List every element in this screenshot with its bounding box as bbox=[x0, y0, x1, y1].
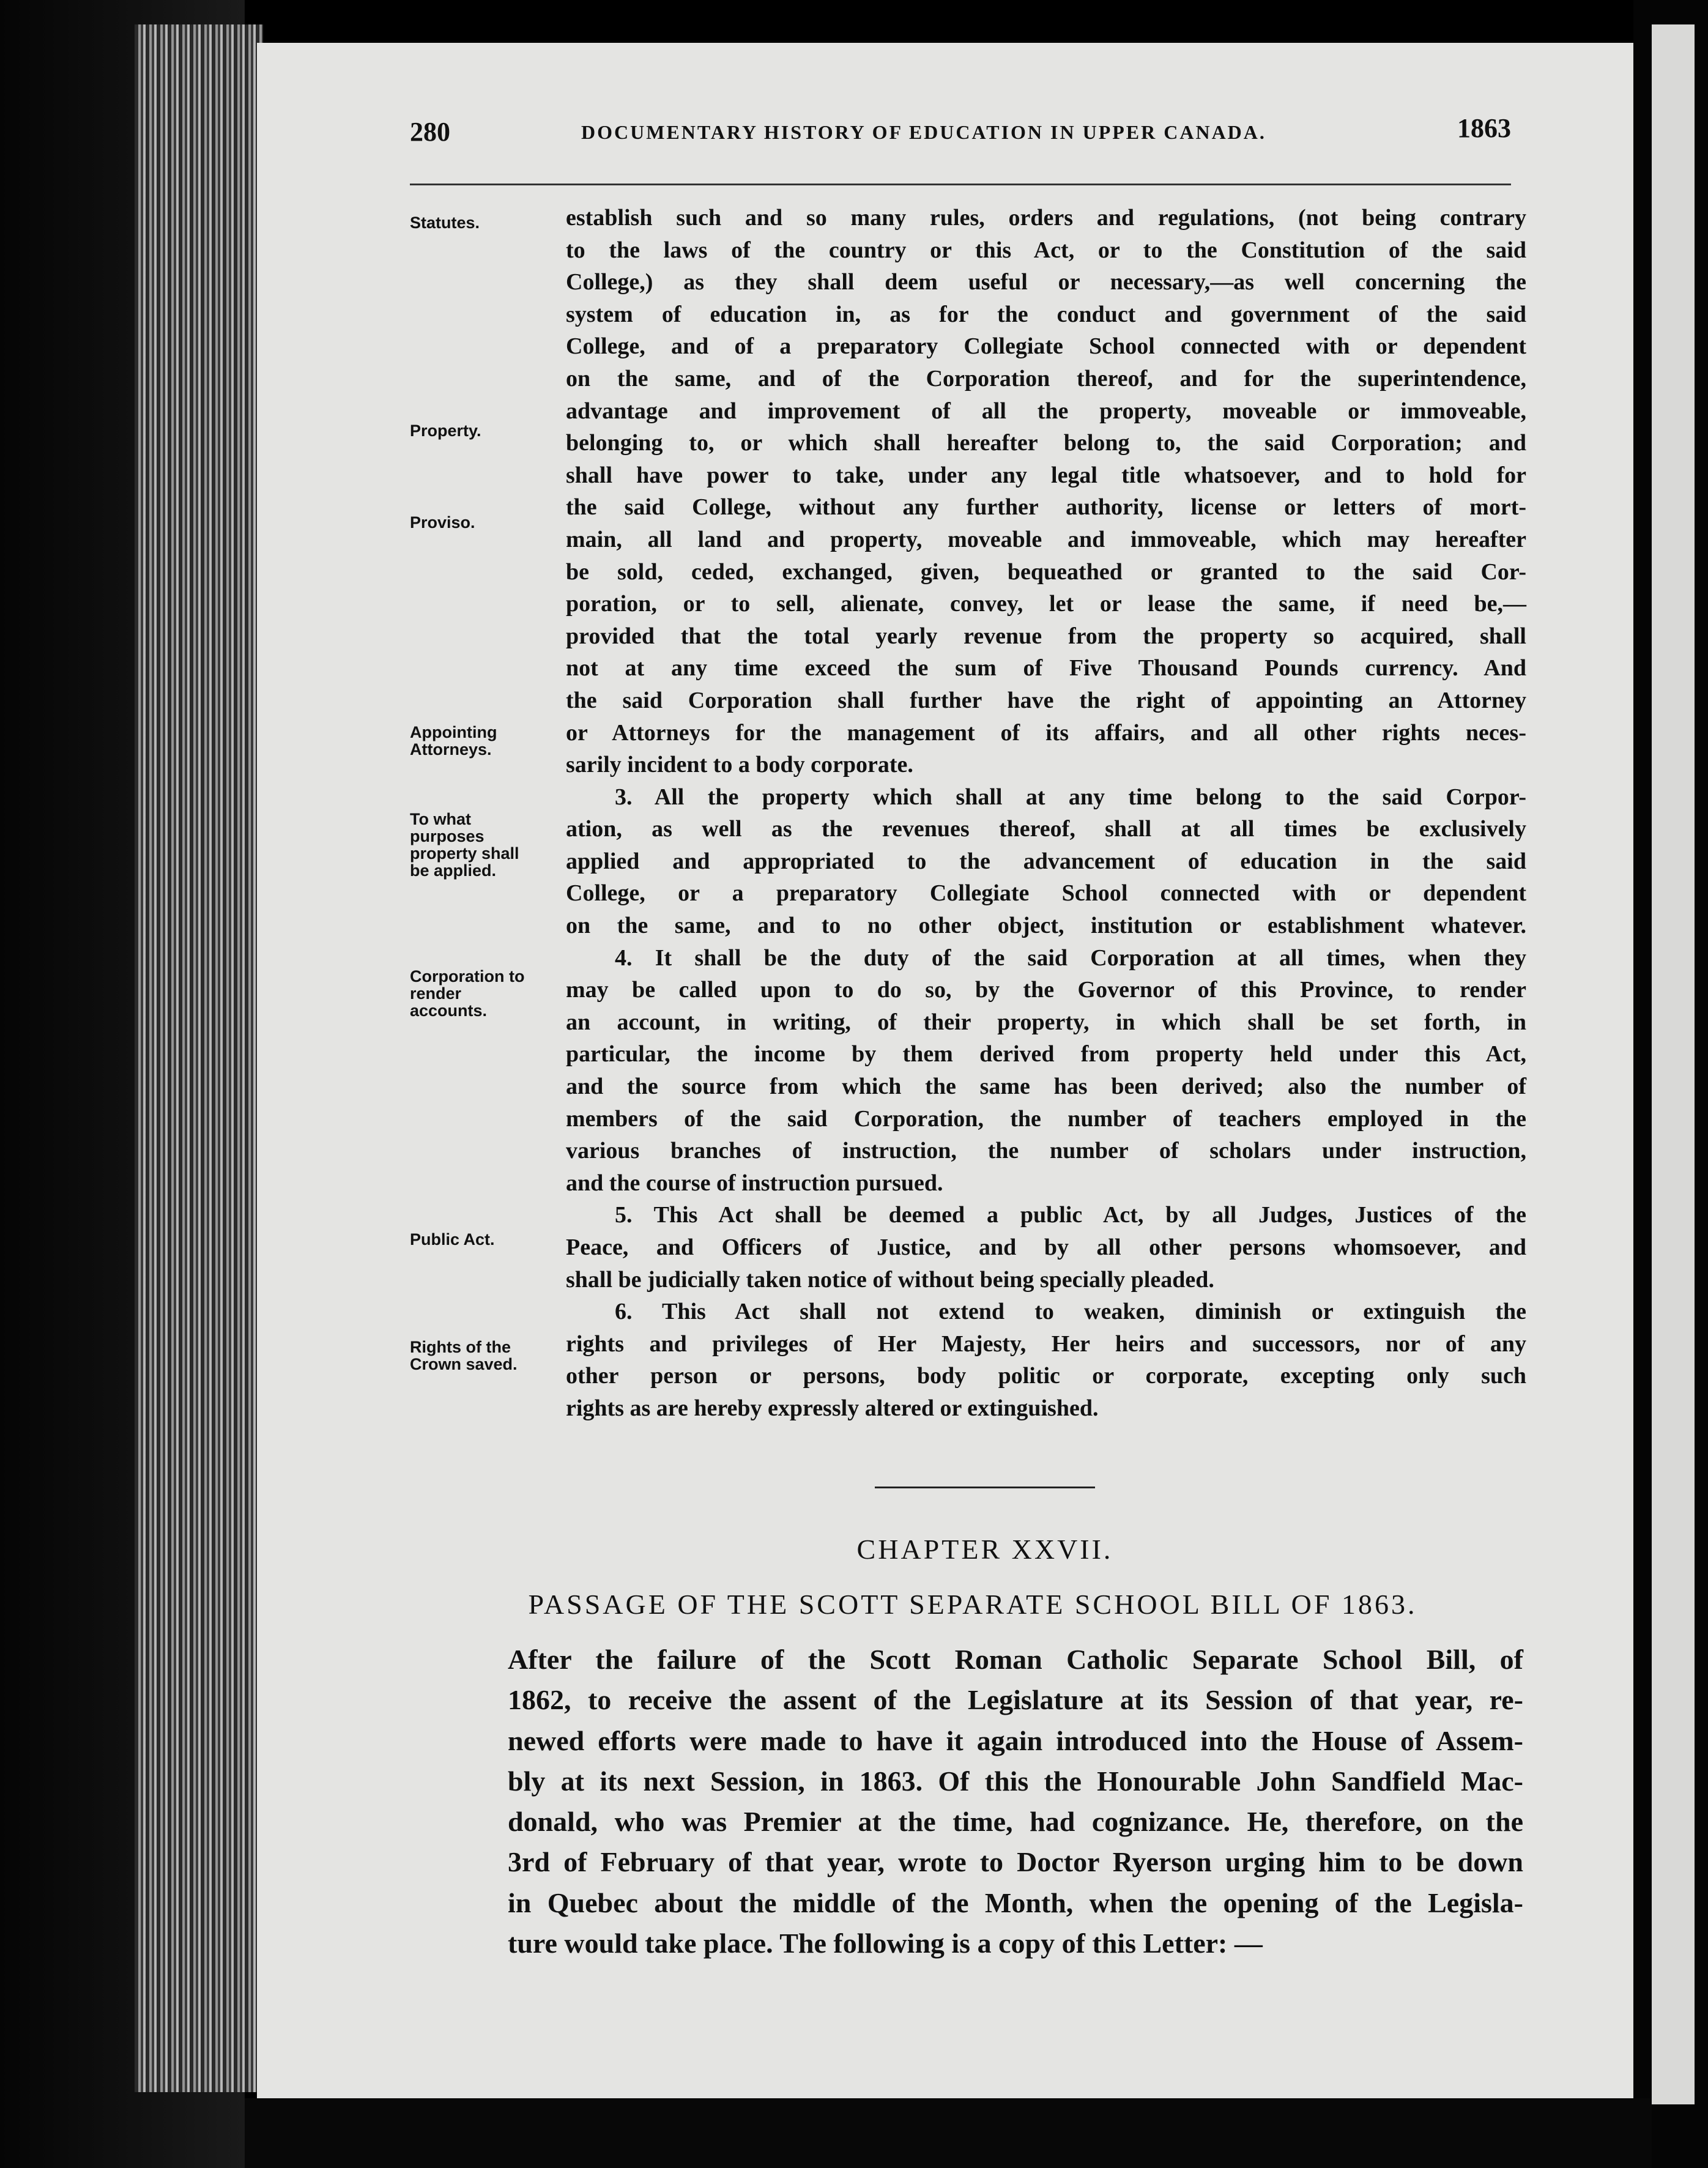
intro-line: ture would take place. The following is a copy of this Letter: — bbox=[508, 1928, 1263, 1959]
margin-note-public-act: Public Act. bbox=[410, 1230, 495, 1249]
body-line: or Attorneys for the management of its affairs, and all other rights neces- bbox=[566, 719, 1526, 746]
body-line: Peace, and Officers of Justice, and by all other persons whomsoever, and bbox=[566, 1234, 1526, 1260]
header-rule bbox=[410, 184, 1511, 185]
body-line: on the same, and to no other object, institution or establishment whatever. bbox=[566, 913, 1526, 939]
body-line: sarily incident to a body corporate. bbox=[566, 752, 913, 778]
intro-line: newed efforts were made to have it again introduced into the House of Assem- bbox=[508, 1724, 1523, 1756]
chapter-title: CHAPTER XXVII. bbox=[856, 1534, 1113, 1565]
margin-note-corporation-accounts: Corporation to render accounts. bbox=[410, 967, 525, 1020]
margin-note-appointing-attorneys: Appointing Attorneys. bbox=[410, 723, 497, 759]
chapter-subtitle: PASSAGE OF THE SCOTT SEPARATE SCHOOL BILL OF 1863. bbox=[528, 1589, 1417, 1620]
body-line: on the same, and of the Corporation thereof, and for the superintendence, bbox=[566, 365, 1526, 392]
body-line: 4. It shall be the duty of the said Corporation at all times, when they bbox=[615, 945, 1526, 971]
section-divider bbox=[875, 1487, 1095, 1488]
body-line: main, all land and property, moveable and immoveable, which may hereafter bbox=[566, 526, 1526, 552]
body-line: rights and privileges of Her Majesty, Her heirs and successors, nor of any bbox=[566, 1331, 1526, 1357]
adjacent-page-edge bbox=[1652, 24, 1695, 2104]
intro-line: bly at its next Session, in 1863. Of this the Honourable John Sandfield Mac- bbox=[508, 1765, 1523, 1797]
body-line: provided that the total yearly revenue from the property so acquired, shall bbox=[566, 623, 1526, 649]
intro-line: in Quebec about the middle of the Month, when the opening of the Legisla- bbox=[508, 1887, 1523, 1918]
body-line: College,) as they shall deem useful or necessary,—as well concerning the bbox=[566, 269, 1526, 295]
body-line: 3. All the property which shall at any time belong to the said Corpor- bbox=[615, 784, 1526, 810]
body-line: shall have power to take, under any legal title whatsoever, and to hold for bbox=[566, 462, 1526, 488]
body-line: an account, in writing, of their property, in which shall be set forth, in bbox=[566, 1009, 1526, 1035]
body-line: the said College, without any further authority, license or letters of mort- bbox=[566, 494, 1526, 521]
intro-line: 3rd of February of that year, wrote to Doctor Ryerson urging him to be down bbox=[508, 1846, 1523, 1878]
margin-note-statutes: Statutes. bbox=[410, 213, 480, 232]
body-line: applied and appropriated to the advancement of education in the said bbox=[566, 848, 1526, 874]
running-title: DOCUMENTARY HISTORY OF EDUCATION IN UPPER CANADA. bbox=[581, 121, 1266, 143]
body-line: to the laws of the country or this Act, or to the Constitution of the said bbox=[566, 237, 1526, 263]
body-line: be sold, ceded, exchanged, given, bequeathed or granted to the said Cor- bbox=[566, 559, 1526, 585]
body-line: shall be judicially taken notice of without being specially pleaded. bbox=[566, 1266, 1214, 1293]
body-line: poration, or to sell, alienate, convey, let or lease the same, if need be,— bbox=[566, 591, 1526, 617]
body-line: ation, as well as the revenues thereof, shall at all times be exclusively bbox=[566, 816, 1526, 842]
scan-background-bottom bbox=[245, 2098, 1652, 2168]
body-line: particular, the income by them derived from property held under this Act, bbox=[566, 1041, 1526, 1067]
margin-note-property: Property. bbox=[410, 421, 481, 440]
body-line: College, or a preparatory Collegiate School connected with or dependent bbox=[566, 880, 1526, 907]
body-line: various branches of instruction, the number of scholars under instruction, bbox=[566, 1138, 1526, 1164]
body-text bbox=[566, 202, 1526, 1425]
margin-note-property-purposes: To what purposes property shall be applied. bbox=[410, 810, 519, 880]
body-line: system of education in, as for the conduct and government of the said bbox=[566, 301, 1526, 327]
body-line: 6. This Act shall not extend to weaken, diminish or extinguish the bbox=[615, 1299, 1526, 1325]
body-line: not at any time exceed the sum of Five Thousand Pounds currency. And bbox=[566, 655, 1526, 681]
book-page-edges bbox=[135, 24, 263, 2092]
intro-line: After the failure of the Scott Roman Catholic Separate School Bill, of bbox=[508, 1644, 1523, 1675]
margin-note-crown-rights: Rights of the Crown saved. bbox=[410, 1338, 518, 1373]
body-line: establish such and so many rules, orders and regulations, (not being contrary bbox=[566, 205, 1526, 231]
body-line: rights as are hereby expressly altered or extinguished. bbox=[566, 1395, 1099, 1421]
margin-note-proviso: Proviso. bbox=[410, 513, 475, 532]
body-line: may be called upon to do so, by the Governor of this Province, to render bbox=[566, 977, 1526, 1003]
chapter-intro-text bbox=[508, 1639, 1523, 1964]
header-year: 1863 bbox=[1457, 113, 1511, 143]
body-line: College, and of a preparatory Collegiate School connected with or dependent bbox=[566, 333, 1526, 360]
body-line: members of the said Corporation, the number of teachers employed in the bbox=[566, 1105, 1526, 1132]
page-header bbox=[410, 113, 1511, 153]
body-line: and the source from which the same has been derived; also the number of bbox=[566, 1074, 1526, 1100]
body-line: 5. This Act shall be deemed a public Act, by all Judges, Justices of the bbox=[615, 1202, 1526, 1228]
intro-line: 1862, to receive the assent of the Legislature at its Session of that year, re- bbox=[508, 1684, 1523, 1716]
body-line: the said Corporation shall further have the right of appointing an Attorney bbox=[566, 687, 1526, 713]
body-line: advantage and improvement of all the property, moveable or immoveable, bbox=[566, 398, 1526, 424]
body-line: belonging to, or which shall hereafter belong to, the said Corporation; and bbox=[566, 430, 1526, 456]
body-line: other person or persons, body politic or corporate, excepting only such bbox=[566, 1363, 1526, 1389]
body-line: and the course of instruction pursued. bbox=[566, 1170, 943, 1196]
intro-line: donald, who was Premier at the time, had cognizance. He, therefore, on the bbox=[508, 1806, 1523, 1838]
page-number: 280 bbox=[410, 117, 450, 147]
